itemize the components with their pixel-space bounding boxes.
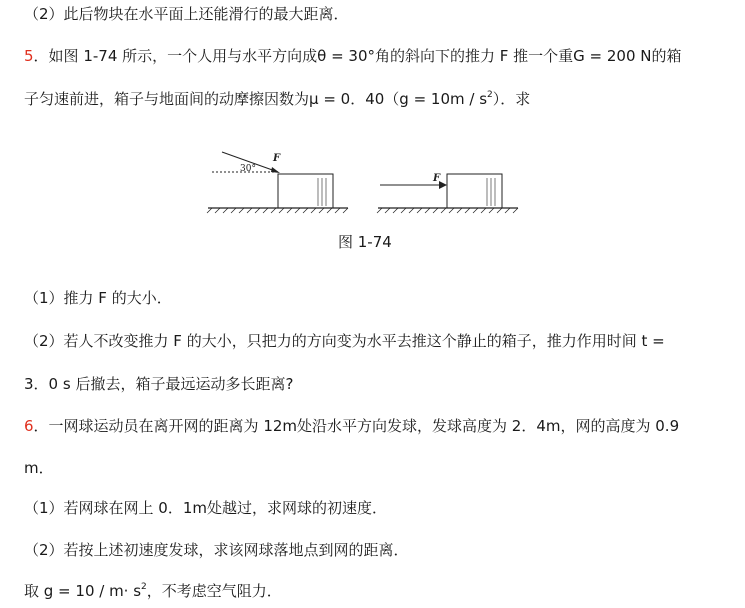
question-6-1: （1）若网球在网上 0．1m处越过，求网球的初速度． bbox=[24, 499, 388, 517]
text-run: ）．求 bbox=[492, 90, 531, 108]
ground-hatch bbox=[207, 208, 348, 213]
angle-label: 30° bbox=[240, 164, 256, 174]
ground-hatch bbox=[377, 208, 518, 213]
problem-6-line-1 bbox=[24, 416, 679, 436]
figure-caption: 图 1-74 bbox=[338, 233, 392, 251]
box bbox=[278, 174, 333, 208]
figure-1-74 bbox=[200, 148, 540, 218]
problem-6-line-2: m． bbox=[24, 459, 54, 477]
question-2-line-2: 3．0 s 后撤去，箱子最远运动多长距离? bbox=[24, 375, 294, 393]
text-run: ，不考虑空气阻力． bbox=[146, 582, 282, 600]
question-2-line-1: （2）若人不改变推力 F 的大小，只把力的方向变为水平去推这个静止的箱子，推力作用时间 t = bbox=[24, 332, 665, 350]
problem-5-line-1 bbox=[24, 46, 682, 66]
question-6-2: （2）若按上述初速度发球，求该网球落地点到网的距离． bbox=[24, 541, 409, 559]
problem-5-line-2 bbox=[24, 89, 530, 109]
question-1: （1）推力 F 的大小． bbox=[24, 289, 172, 307]
text-run: ．一网球运动员在离开网的距离为 12m处沿水平方向发球，发球高度为 2．4m，网的高度为 0.9 bbox=[33, 417, 680, 435]
force-label: F bbox=[273, 153, 281, 164]
note-line bbox=[24, 581, 282, 601]
text-run: 子匀速前进，箱子与地面间的动摩擦因数为μ = 0．40（g = 10m / s bbox=[24, 90, 488, 108]
superscript: 2 bbox=[487, 90, 493, 100]
box bbox=[447, 174, 502, 208]
text-run: ．如图 1-74 所示，一个人用与水平方向成θ = 30°角的斜向下的推力 F 推一个重G = 200 N的箱 bbox=[33, 47, 682, 65]
right-scene bbox=[377, 173, 518, 213]
left-scene bbox=[207, 152, 348, 213]
problem-number: 5 bbox=[24, 47, 34, 65]
text-run: 取 g = 10 / m· s bbox=[24, 582, 142, 600]
problem-number: 6 bbox=[24, 417, 34, 435]
text-line: （2）此后物块在水平面上还能滑行的最大距离． bbox=[24, 5, 349, 23]
force-label: F bbox=[433, 173, 441, 184]
superscript: 2 bbox=[141, 582, 147, 592]
arrow-head-icon bbox=[439, 181, 447, 189]
